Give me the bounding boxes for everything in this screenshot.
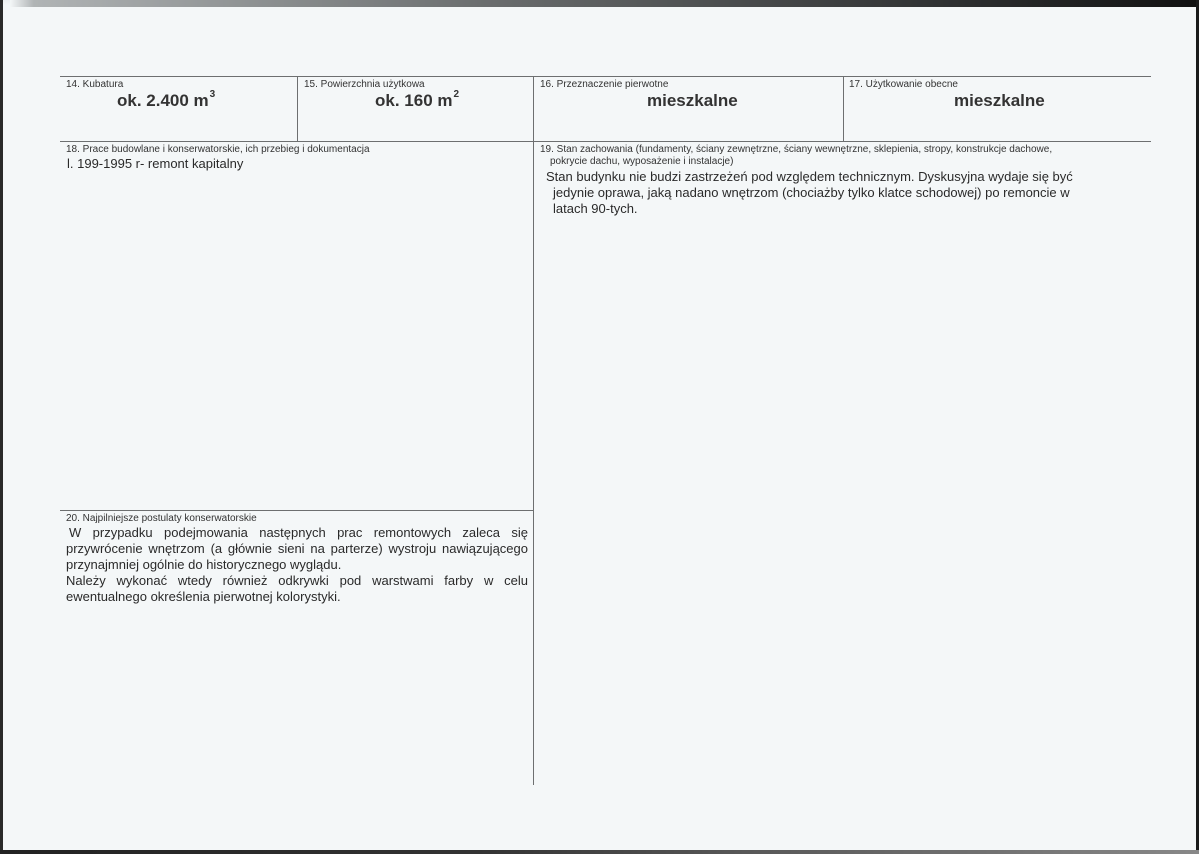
field-20-label: 20. Najpilniejsze postulaty konserwatorskie: [66, 513, 257, 524]
field-19-text-line1: Stan budynku nie budzi zastrzeżeń pod względem technicznym. Dyskusyjna wydaje się być: [546, 169, 1073, 184]
field-14-label: 14. Kubatura: [66, 79, 124, 90]
col-divider-16-17: [843, 76, 844, 141]
field-16-value: mieszkalne: [647, 91, 738, 110]
field-19-text-line3: latach 90-tych.: [553, 201, 638, 216]
field-15-label: 15. Powierzchnia użytkowa: [304, 79, 425, 90]
section-20-rule: [60, 510, 533, 511]
field-14-value: ok. 2.400 $m^3$: [117, 89, 216, 110]
scan-edge-left: [0, 0, 3, 854]
scan-edge-top: [10, 0, 1199, 7]
field-20-paragraph-1: W przypadku podejmowania następnych prac remontowych zaleca się przywrócenie wnętrzom (a głównie sieni na parterze) wystroju nawiązującego przynajmniej ogólnie do historycznego wyglądu.: [66, 525, 528, 572]
field-19-label-line1: 19. Stan zachowania (fundamenty, ściany zewnętrzne, ściany wewnętrzne, sklepienia, stropy, konstrukcje dachowe,: [540, 144, 1053, 155]
col-divider-14-15: [297, 76, 298, 141]
row-divider-rule: [60, 141, 1151, 142]
field-18-text: l. 199-1995 r- remont kapitalny: [67, 156, 244, 171]
field-16-label: 16. Przeznaczenie pierwotne: [540, 79, 669, 90]
scan-edge-bottom: [0, 850, 1199, 854]
field-19-text-line2: jedynie oprawa, jaką nadano wnętrzom (chociażby tylko klatce schodowej) po remoncie w: [553, 185, 1070, 200]
field-17-value: mieszkalne: [954, 91, 1045, 110]
field-18-label: 18. Prace budowlane i konserwatorskie, ich przebieg i dokumentacja: [66, 144, 370, 155]
field-15-value: ok. 160 $m^2$: [375, 89, 460, 110]
table-top-rule: [60, 76, 1151, 77]
field-19-label-line2: pokrycie dachu, wyposażenie i instalacje): [550, 156, 734, 167]
field-20-paragraph-2: Należy wykonać wtedy również odkrywki pod warstwami farby w celu ewentualnego określenia pierwotnej kolorystyki.: [66, 573, 528, 604]
col-divider-main: [533, 76, 534, 785]
field-17-label: 17. Użytkowanie obecne: [849, 79, 958, 90]
